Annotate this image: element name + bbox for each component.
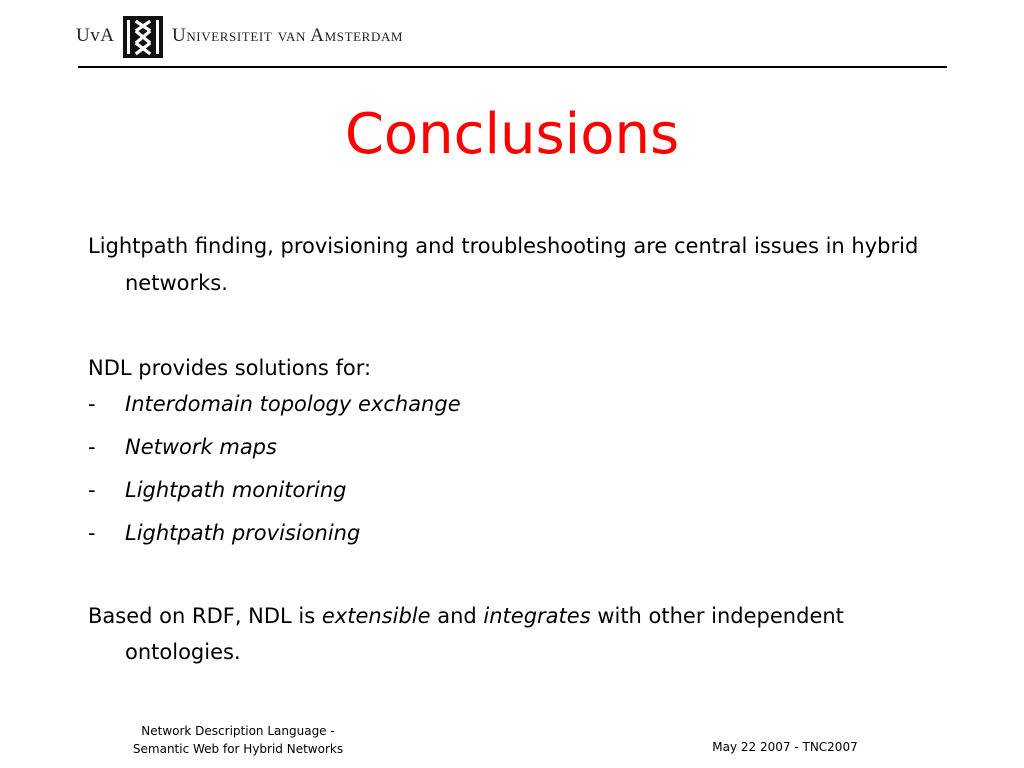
solutions-heading: NDL provides solutions for: [88,356,372,380]
uva-crest-icon [123,16,163,58]
list-item [88,472,948,515]
bullet-dash: - [88,478,96,502]
solution-item: Interdomain topology exchange [125,392,461,416]
footer-presentation-title [110,722,366,758]
integrates-emphasis: integrates [483,604,591,628]
uva-abbrev: UvA [76,25,115,46]
list-item [88,515,948,558]
rdf-text-1: Based on RDF, NDL is [88,604,322,628]
slide-title: Conclusions [344,102,680,167]
rdf-text-3: with other independent ontologies. [125,604,844,664]
rdf-text-2: and [430,604,484,628]
footer-line-1: Network Description Language - [141,724,335,738]
solution-item: Lightpath provisioning [125,521,361,545]
list-item [88,386,948,429]
bullet-dash: - [88,392,96,416]
university-name: Universiteit van Amsterdam [172,25,404,46]
intro-paragraph: Lightpath finding, provisioning and troubleshooting are central issues in hybrid networks. [88,234,919,295]
bullet-dash: - [88,521,96,545]
bullet-dash: - [88,435,96,459]
header-divider [78,66,947,68]
rdf-paragraph [88,598,948,670]
solution-item: Lightpath monitoring [125,478,347,502]
footer-line-2: Semantic Web for Hybrid Networks [132,742,344,756]
solution-item: Network maps [125,435,277,459]
slide-body [88,228,948,670]
extensible-emphasis: extensible [321,604,431,628]
list-item [88,429,948,472]
footer-date: May 22 2007 - TNC2007 [712,740,858,754]
slide-header [76,14,956,60]
